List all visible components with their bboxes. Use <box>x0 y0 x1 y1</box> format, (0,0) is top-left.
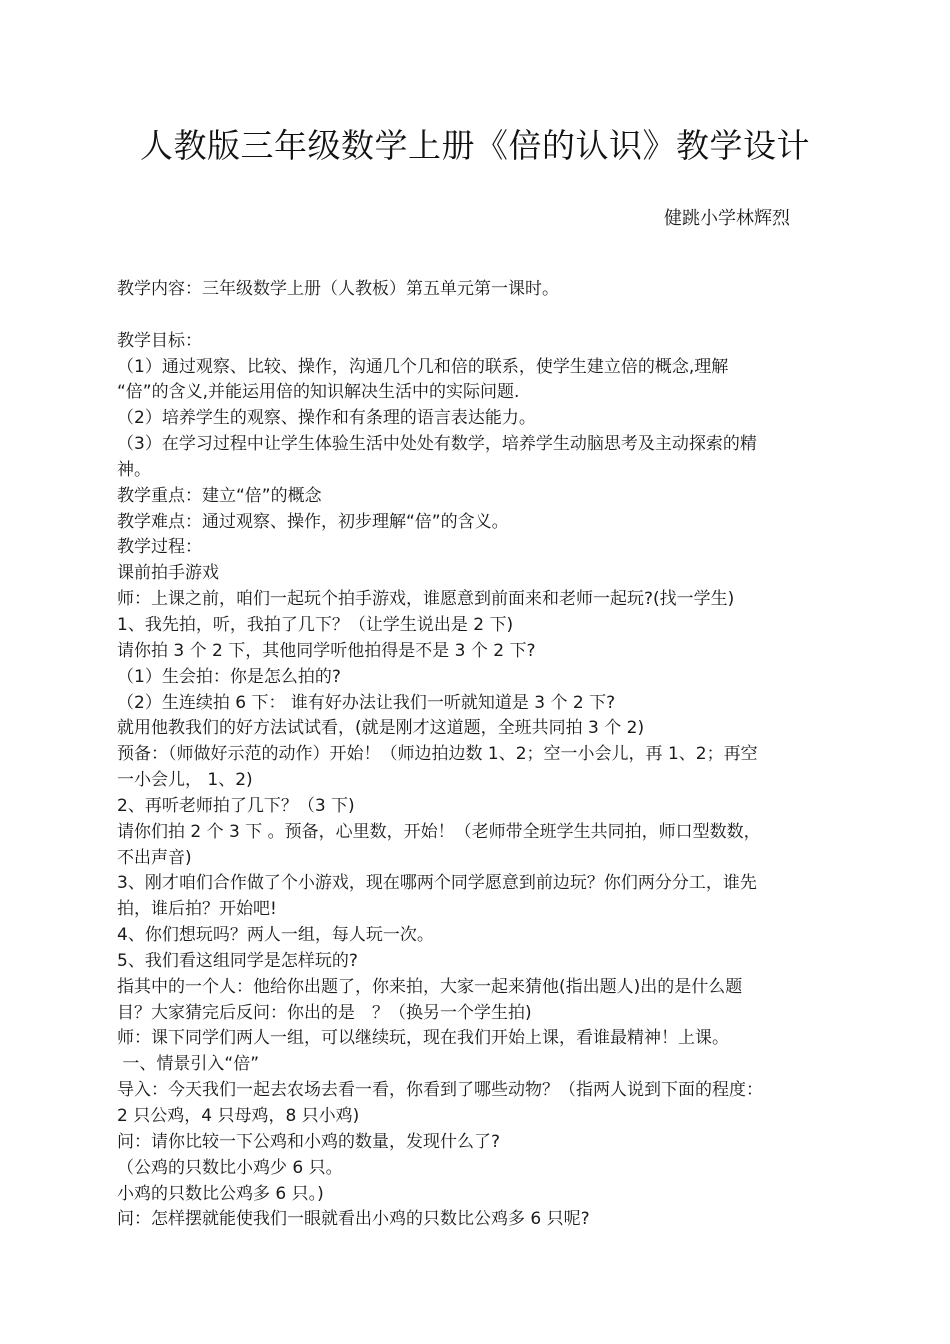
body-line: （1）通过观察、比较、操作，沟通几个几和倍的联系，使学生建立倍的概念,理解 <box>117 356 729 377</box>
body-line: 一小会儿， 1、2) <box>117 770 253 791</box>
body-line: 2 只公鸡，4 只母鸡，8 只小鸡) <box>117 1106 360 1126</box>
body-line: （2）生连续拍 6 下： 谁有好办法让我们一听就知道是 3 个 2 下? <box>117 692 616 713</box>
body-line: 师：上课之前，咱们一起玩个拍手游戏，谁愿意到前面来和老师一起玩?(找一学生) <box>117 589 735 610</box>
body-line: 导入：今天我们一起去农场去看一看，你看到了哪些动物？（指两人说到下面的程度： <box>117 1080 763 1101</box>
document-title: 人教版三年级数学上册《倍的认识》教学设计 <box>140 126 810 165</box>
body-line: （1）生会拍：你是怎么拍的? <box>117 666 341 687</box>
body-line: 问：怎样摆就能使我们一眼就看出小鸡的只数比公鸡多 6 只呢? <box>117 1209 590 1230</box>
body-line: （2）培养学生的观察、操作和有条理的语言表达能力。 <box>117 408 536 429</box>
body-line: 课前拍手游戏 <box>117 563 219 584</box>
body-line: 师：课下同学们两人一组，可以继续玩，现在我们开始上课，看谁最精神！上课。 <box>117 1028 729 1049</box>
blank-line <box>117 303 847 329</box>
body-line: 教学内容：三年级数学上册（人教板）第五单元第一课时。 <box>117 279 559 299</box>
body-line: 拍，谁后拍？开始吧! <box>117 899 277 920</box>
body-line: 1、我先拍，听，我拍了几下？（让学生说出是 2 下) <box>117 614 514 635</box>
body-line: （3）在学习过程中让学生体验生活中处处有数学，培养学生动脑思考及主动探索的精 <box>117 434 757 455</box>
body-line: 教学重点：建立“倍”的概念 <box>117 485 322 506</box>
body-line: 目？大家猜完后反问：你出的是 ？（换另一个学生拍) <box>117 1002 532 1023</box>
body-line: 教学过程： <box>117 537 202 558</box>
body-line: 5、我们看这组同学是怎样玩的? <box>117 950 358 971</box>
body-line: 请你们拍 2 个 3 下 。预备，心里数，开始！（老师带全班学生共同拍，师口型数数， <box>117 821 761 842</box>
body-line: 教学难点：通过观察、操作，初步理解“倍”的含义。 <box>117 511 509 532</box>
body-line: 4、你们想玩吗？两人一组，每人玩一次。 <box>117 925 434 946</box>
document-body <box>117 277 847 1233</box>
body-line: 3、刚才咱们合作做了个小游戏，现在哪两个同学愿意到前边玩？你们两分分工，谁先 <box>117 873 757 894</box>
body-line: 2、再听老师拍了几下？（3 下) <box>117 795 355 816</box>
body-line: 小鸡的只数比公鸡多 6 只。) <box>117 1183 324 1204</box>
body-line: 指其中的一个人：他给你出题了，你来拍，大家一起来猜他(指出题人)出的是什么题 <box>117 976 743 997</box>
section-heading: 一、情景引入“倍” <box>117 1054 260 1075</box>
body-line: 请你拍 3 个 2 下，其他同学听他拍得是不是 3 个 2 下? <box>117 640 536 661</box>
body-line: 神。 <box>117 459 151 480</box>
body-line: “倍”的含义,并能运用倍的知识解决生活中的实际问题. <box>117 382 520 403</box>
body-line: 不出声音) <box>117 847 192 868</box>
body-line: 预备：（师做好示范的动作）开始！（师边拍边数 1、2；空一小会儿，再 1、2；再空 <box>117 744 758 765</box>
body-line: 教学目标： <box>117 330 202 351</box>
document-author: 健跳小学林辉烈 <box>664 208 790 229</box>
body-line: （公鸡的只数比小鸡少 6 只。 <box>117 1157 343 1178</box>
body-line: 就用他教我们的好方法试试看，(就是刚才这道题，全班共同拍 3 个 2) <box>117 718 645 739</box>
body-line: 问：请你比较一下公鸡和小鸡的数量，发现什么了? <box>117 1131 501 1152</box>
